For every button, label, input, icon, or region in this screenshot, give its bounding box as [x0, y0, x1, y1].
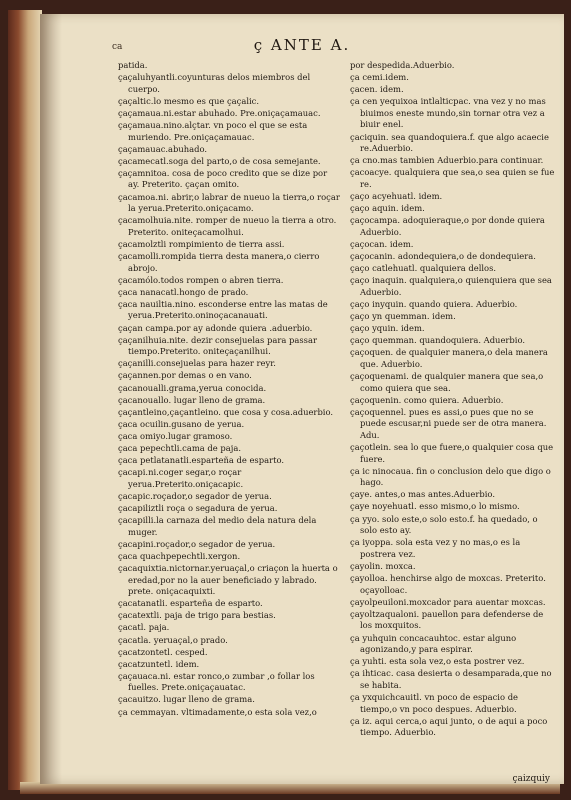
dictionary-entry: çacapiliztli roça o segadura de yerua.	[118, 502, 278, 513]
dictionary-entry: por despedida.Aduerbio.	[350, 60, 455, 70]
dictionary-entry: çaçamnitoa. cosa de poco credito que se dize por ay. Preterito. çaçan omito.	[118, 167, 328, 190]
dictionary-entry: ça cno.mas tambien Aduerbio.para continuar.	[350, 155, 544, 166]
dictionary-entry: çacatanatli. esparteña de esparto.	[118, 598, 263, 609]
dictionary-entry: çaçannen.por demas o en vano.	[118, 370, 252, 381]
dictionary-entry: ça iz. aqui cerca,o aqui junto, o de aqui a poco tiempo. Aduerbio.	[350, 715, 548, 738]
dictionary-entry: çaço yquin. idem.	[350, 323, 425, 334]
page-title: ç ANTE A.	[253, 36, 351, 54]
dictionary-entry: çaço inaquin. qualquiera,o quienquiera que sea Aduerbio.	[350, 275, 552, 297]
dictionary-entry: çaçoquenami. de qualquier manera que sea,o como quiera que sea.	[350, 370, 544, 393]
dictionary-entry: çaca nauiltia.nino. esconderse entre las matas de yerua.Preterito.oninoçacanauati.	[118, 298, 328, 321]
dictionary-entry: çayolin. moxca.	[350, 560, 416, 571]
dictionary-entry: çacamólo.todos rompen o abren tierra.	[118, 274, 284, 285]
dictionary-entry: çacamolztli rompimiento de tierra assi.	[118, 238, 285, 249]
dictionary-entry: çaçoquenin. como quiera. Aduerbio.	[350, 394, 504, 405]
running-header	[40, 36, 564, 56]
dictionary-entry: çacoacye. qualquiera que sea,o sea quien se fue re.	[350, 167, 555, 189]
book-edge-left	[8, 10, 42, 790]
dictionary-entry: çacaquixtia.nictornar.yeruaçal,o criaçon la huerta o eredad,por no la auer beneficiado y labrado. prete. oniçacaquixti.	[118, 562, 338, 597]
dictionary-entry: çacen. idem.	[350, 84, 404, 95]
dictionary-entry: çaçanilli.consejuelas para hazer reyr.	[118, 358, 276, 369]
right-column	[350, 60, 556, 739]
dictionary-entry: çacapilli.la carnaza del medio dela natura dela muger.	[118, 515, 317, 537]
dictionary-entry: çacamolli.rompida tierra desta manera,o cierro abrojo.	[118, 251, 320, 273]
dictionary-entry: ça yuhti. esta sola vez,o esta postrer vez.	[350, 656, 525, 667]
dictionary-entry: çacamoa.ni. abrir,o labrar de nueuo la tierra,o roçar la yerua.Preterito.oniçacamo.	[118, 191, 340, 214]
dictionary-entry: çaçoquennel. pues es assi,o pues que no se puede escusar,ni puede ser de otra manera. Adu.	[350, 406, 547, 440]
dictionary-entry: çaçanilhuia.nite. dezir consejuelas para passar tiempo.Preterito. oniteçaçanilhui.	[118, 334, 317, 357]
dictionary-entry: çacatla. yeruaçal,o prado.	[118, 634, 228, 645]
dictionary-entry: çacauitzo. lugar lleno de grama.	[118, 694, 255, 705]
dictionary-entry: çaca nanacatl.hongo de prado.	[118, 286, 249, 297]
dictionary-entry: çaca quachpepechtli.xergon.	[118, 550, 241, 561]
dictionary-entry: çaçoquen. de qualquier manera,o dela manera que. Aduerbio.	[350, 347, 548, 369]
dictionary-entry: çacatzuntetl. idem.	[118, 658, 200, 669]
left-column	[118, 60, 340, 719]
catchword: çaizquiy	[512, 774, 550, 784]
dictionary-entry: ça yuhquin concacauhtoc. estar alguno agonizando,y para espirar.	[350, 632, 517, 655]
dictionary-entry: çaço quemman. quandoquiera. Aduerbio.	[350, 335, 525, 346]
dictionary-entry: çaçaltic.lo mesmo es que çaçalic.	[118, 95, 260, 106]
dictionary-entry: çaciquin. sea quandoquiera.f. que algo acaecie re.Aduerbio.	[350, 131, 549, 154]
dictionary-entry: çacanoualli.grama,yerua conocida.	[118, 382, 267, 393]
dictionary-entry: çaço inyquin. quando quiera. Aduerbio.	[350, 298, 518, 309]
dictionary-entry: ça iyoppa. sola esta vez y no mas,o es la postrera vez.	[350, 537, 521, 559]
dictionary-entry: çaca pepechtli.cama de paja.	[118, 443, 241, 453]
dictionary-entry: çacanouallo. lugar lleno de grama.	[118, 394, 266, 405]
dictionary-entry: çaye noyehuatl. esso mismo,o lo mismo.	[350, 501, 520, 512]
spine-shadow	[40, 14, 62, 784]
dictionary-entry: çaçamaua.nino.alçtar. vn poco el que se esta muriendo. Pre.oniçaçamauac.	[118, 119, 308, 142]
dictionary-entry: çacatextli. paja de trigo para bestias.	[118, 610, 276, 621]
dictionary-entry: çaçamaua.ni.estar abuhado. Pre.oniçaçamauac.	[118, 107, 321, 118]
dictionary-entry: çacatzontetl. cesped.	[118, 646, 208, 657]
dictionary-entry: çaye. antes,o mas antes.Aduerbio.	[350, 489, 495, 500]
dictionary-entry: ça cen yequixoa intlalticpac. vna vez y no mas biuimos eneste mundo,sin tornar otra vez a biuir enel.	[350, 96, 546, 130]
dictionary-entry: çaçantleino,çaçantleino. que cosa y cosa.aduerbio.	[118, 406, 334, 417]
dictionary-entry: ça ic ninocaua. fin o conclusion delo que digo o hago.	[350, 465, 551, 488]
dictionary-entry: çacamecatl.soga del parto,o de cosa semejante.	[118, 155, 321, 166]
book-page	[40, 14, 564, 784]
dictionary-entry: çacatl. paja.	[118, 622, 170, 633]
dictionary-entry: çaca omiyo.lugar gramoso.	[118, 430, 233, 441]
dictionary-entry: çaca petlatanatli.esparteña de esparto.	[118, 455, 285, 466]
dictionary-entry: çaço acyehuatl. idem.	[350, 191, 443, 202]
dictionary-entry: ça cemmayan. vltimadamente,o esta sola vez,o	[118, 706, 317, 717]
dictionary-entry: çaçamauac.abuhado.	[118, 143, 208, 154]
dictionary-entry: çaçotlein. sea lo que fuere,o qualquier cosa que fuere.	[350, 442, 554, 464]
dictionary-entry: çaçocampa. adoquieraque,o por donde quiera Aduerbio.	[350, 215, 545, 237]
dictionary-entry: çaca ocuilin.gusano de yerua.	[118, 418, 245, 429]
dictionary-entry: çaçocan. idem.	[350, 238, 414, 249]
dictionary-entry: çaço yn quemman. idem.	[350, 310, 456, 321]
dictionary-entry: çaçaluhyantli.coyunturas delos miembros del cuerpo.	[118, 72, 311, 94]
dictionary-entry: ça yxquichcauitl. vn poco de espacio de tiempo,o vn poco despues. Aduerbio.	[350, 691, 519, 714]
dictionary-entry: çaço aquin. idem.	[350, 203, 425, 214]
dictionary-entry: çaçocanin. adondequiera,o de dondequiera.	[350, 251, 536, 261]
dictionary-entry: çayolloa. henchirse algo de moxcas. Preterito. oçayolloac.	[350, 573, 546, 595]
dictionary-entry: patida.	[118, 60, 148, 70]
dictionary-entry: çaço catlehuatl. qualquiera dellos.	[350, 263, 497, 274]
dictionary-entry: çayoltzaqualoni. pauellon para defenderse de los moxquitos.	[350, 608, 544, 631]
dictionary-entry: çacapini.roçador,o segador de yerua.	[118, 538, 276, 549]
dictionary-entry: ça cemi.idem.	[350, 72, 409, 83]
dictionary-entry: çacapi.ni.coger segar,o roçar yerua.Preterito.oniçacapic.	[118, 467, 244, 489]
dictionary-entry: çaçauaca.ni. estar ronco,o zumbar ,o follar los fuelles. Prete.oniçaçauatac.	[118, 670, 315, 693]
header-left-mark: ca	[112, 42, 123, 52]
dictionary-entry: çayolpeuiloni.moxcador para auentar moxcas.	[350, 596, 546, 607]
dictionary-entry: ça ihticac. casa desierta o desamparada,que no se habita.	[350, 668, 552, 690]
dictionary-entry: çacamolhuia.nite. romper de nueuo la tierra a otro. Preterito. oniteçacamolhui.	[118, 215, 337, 237]
dictionary-entry: ça yyo. solo este,o solo esto.f. ha quedado, o solo esto ay.	[350, 513, 538, 536]
dictionary-entry: çacapic.roçador,o segador de yerua.	[118, 490, 272, 501]
dictionary-entry: çaçan campa.por ay adonde quiera .aduerbio.	[118, 322, 313, 333]
